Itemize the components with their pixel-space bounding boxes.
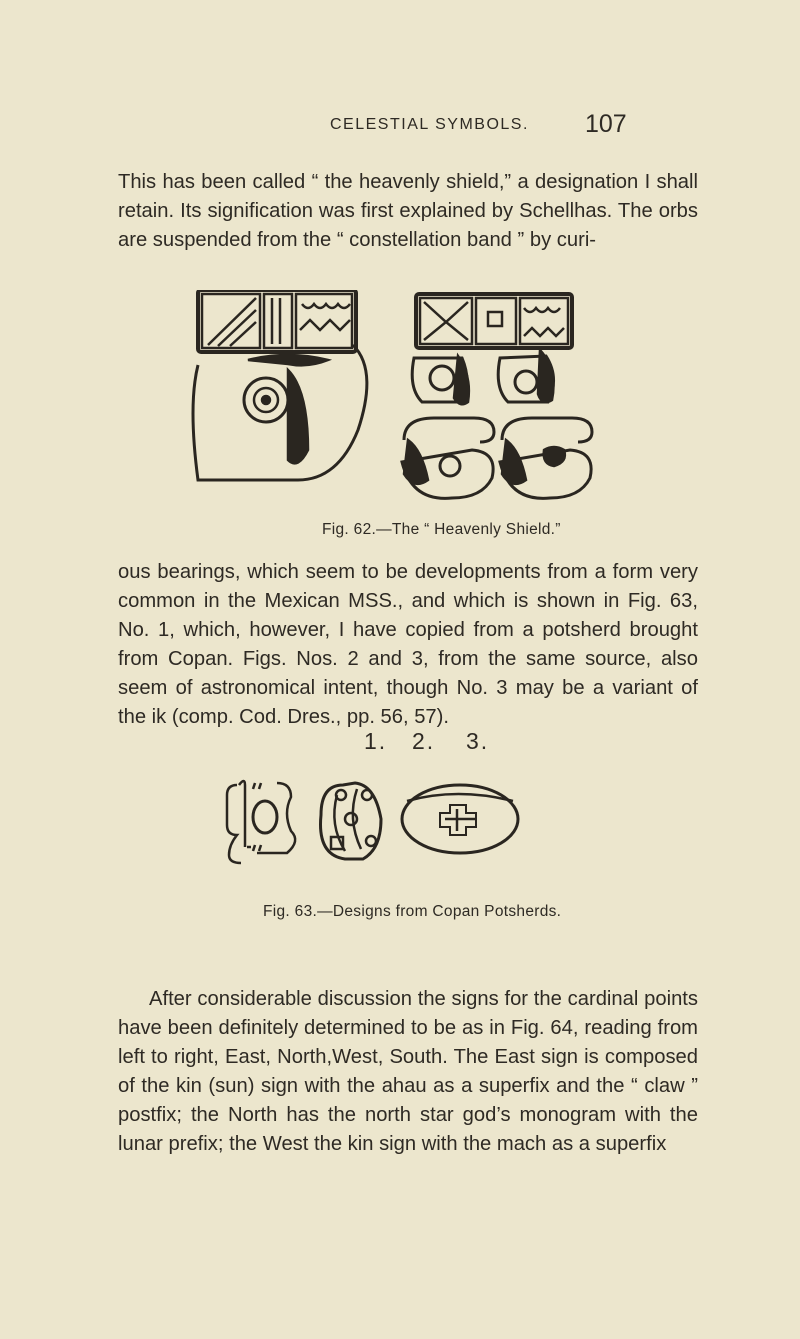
paragraph-3: After considerable discussion the signs for the cardinal points have been definitely determined to be as in Fig. 64, reading from left to right, East, North,West, South. The East sign is composed of the kin (sun) sign with the ahau as a superfix and the “ claw ” postfix; the North has the north star god’s monogram with the lunar prefix; the West the kin sign with the mach as a superfix xyxy=(118,988,698,1155)
figure-63-potsherd-designs xyxy=(225,755,565,890)
design-3-glyph xyxy=(402,785,518,853)
figure-63-label-1: 1. xyxy=(364,728,388,754)
running-title: CELESTIAL SYMBOLS. xyxy=(330,116,529,133)
right-shield-glyph xyxy=(412,294,572,404)
figure-63-label-2: 2. xyxy=(412,728,436,754)
page-number: 107 xyxy=(585,110,627,138)
design-1-glyph xyxy=(227,781,295,863)
figure-62-heavenly-shield xyxy=(188,290,608,510)
figure-63-caption: Fig. 63.—Designs from Copan Potsherds. xyxy=(263,903,562,920)
paragraph-2: ous bearings, which seem to be developments from a form very common in the Mexican MSS., and which is shown in Fig. 63, No. 1, which, however, I have copied from a potsherd brought from Copan. Figs. Nos. 2 and 3, from the same source, also seem of astronomical intent, though No. 3 may be a variant of the ik (comp. Cod. Dres., pp. 56, 57). xyxy=(118,561,698,728)
figure-63-label-3: 3. xyxy=(466,728,490,754)
figure-62-caption: Fig. 62.—The “ Heavenly Shield.” xyxy=(322,521,561,538)
pendant-glyphs xyxy=(402,418,592,498)
paragraph-1: This has been called “ the heavenly shield,” a designation I shall retain. Its signification was first explained by Schellhas. The orbs are suspended from the “ constellation band ” by curi- xyxy=(118,171,698,251)
left-shield-glyph xyxy=(193,290,367,480)
design-2-glyph xyxy=(321,783,382,859)
